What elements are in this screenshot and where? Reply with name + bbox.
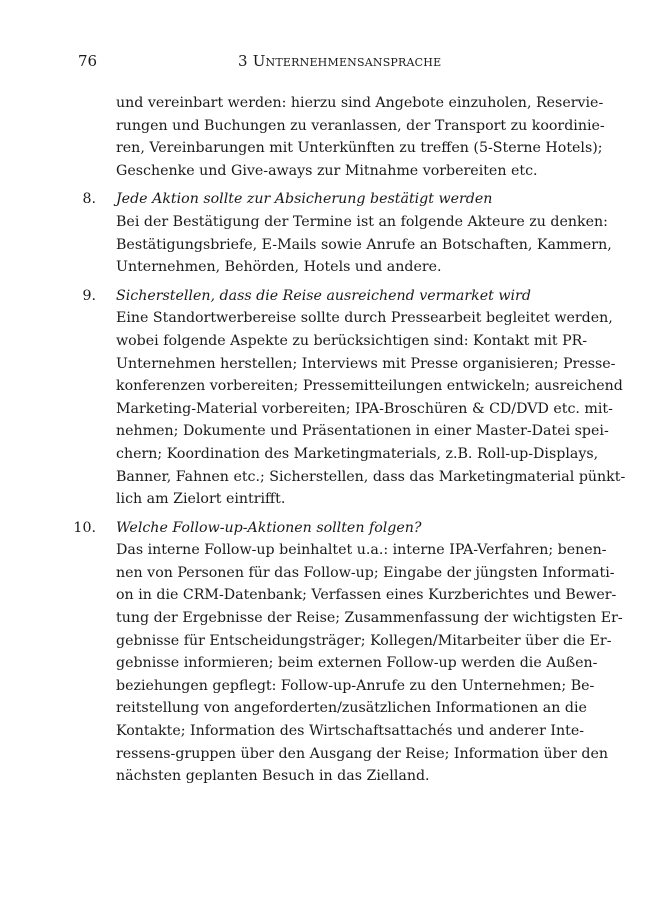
text-line: konferenzen vorbereiten; Pressemitteilungen entwickeln; ausreichend xyxy=(116,378,623,395)
text-line: Bei der Bestätigung der Termine ist an folgende Akteure zu denken: xyxy=(116,213,608,230)
list-item-10 xyxy=(73,517,623,788)
text-line: wobei folgende Aspekte zu berücksichtigen sind: Kontakt mit PR- xyxy=(116,332,588,349)
text-line: chern; Koordination des Marketingmaterials, z.B. Roll-up-Displays, xyxy=(116,445,599,462)
text-line: Bestätigungsbriefe, E-Mails sowie Anrufe an Botschaften, Kammern, xyxy=(116,236,612,253)
text-line: ressens-gruppen über den Ausgang der Reise; Information über den xyxy=(116,745,609,762)
item-heading: Welche Follow-up-Aktionen sollten folgen? xyxy=(116,519,422,536)
text-line: ren, Vereinbarungen mit Unterkünften zu treffen (5-Sterne Hotels); xyxy=(116,140,603,157)
list-item-9 xyxy=(82,285,626,511)
text-line: Kontakte; Information des Wirtschaftsattachés und anderer Inte- xyxy=(116,723,585,740)
item-heading: Sicherstellen, dass die Reise ausreichend vermarket wird xyxy=(116,287,531,304)
text-line: tung der Ergebnisse der Reise; Zusammenfassung der wichtigsten Er- xyxy=(116,610,623,627)
text-line: und vereinbart werden: hierzu sind Angebote einzuholen, Reservie- xyxy=(116,95,604,111)
text-line: Banner, Fahnen etc.; Sicherstellen, dass das Marketingmaterial pünkt- xyxy=(116,468,626,485)
text-line: nächsten geplanten Besuch in das Zielland. xyxy=(116,768,430,785)
text-line: Unternehmen herstellen; Interviews mit Presse organisieren; Presse- xyxy=(116,355,616,372)
page-header xyxy=(78,52,573,72)
item-number: 10. xyxy=(73,519,96,536)
text-line: lich am Zielort eintrifft. xyxy=(116,491,286,508)
text-line: nen von Personen für das Follow-up; Eingabe der jüngsten Informati- xyxy=(116,564,615,581)
text-line: Unternehmen, Behörden, Hotels und andere. xyxy=(116,259,442,276)
text-line: Eine Standortwerbereise sollte durch Pressearbeit begleitet werden, xyxy=(116,310,613,327)
page-number: 76 xyxy=(78,52,98,70)
chapter-title: 3 Unternehmensansprache xyxy=(238,52,442,70)
text-line: on in die CRM-Datenbank; Verfassen eines Kurzberichtes und Bewer- xyxy=(116,587,617,604)
text-line: gebnisse informieren; beim externen Follow-up werden die Außen- xyxy=(116,655,598,672)
list-item-8 xyxy=(82,188,612,278)
item-heading: Jede Aktion sollte zur Absicherung bestätigt werden xyxy=(116,191,493,208)
page-body xyxy=(73,92,626,788)
intro-paragraph xyxy=(116,92,605,182)
text-line: gebnisse für Entscheidungsträger; Kollegen/Mitarbeiter über die Er- xyxy=(116,632,612,649)
text-line: rungen und Buchungen zu veranlassen, der Transport zu koordinie- xyxy=(116,117,605,134)
text-line: Geschenke und Give-aways zur Mitnahme vorbereiten etc. xyxy=(116,162,538,179)
text-line: reitstellung von angeforderten/zusätzlichen Informationen an die xyxy=(116,700,587,717)
item-number: 8. xyxy=(82,191,96,208)
text-line: Das interne Follow-up beinhaltet u.a.: interne IPA-Verfahren; benen- xyxy=(116,542,607,559)
text-line: beziehungen gepflegt: Follow-up-Anrufe zu den Unternehmen; Be- xyxy=(116,677,595,694)
text-line: nehmen; Dokumente und Präsentationen in einer Master-Datei spei- xyxy=(116,423,609,440)
text-line: Marketing-Material vorbereiten; IPA-Broschüren & CD/DVD etc. mit- xyxy=(116,400,613,417)
item-number: 9. xyxy=(82,287,96,304)
